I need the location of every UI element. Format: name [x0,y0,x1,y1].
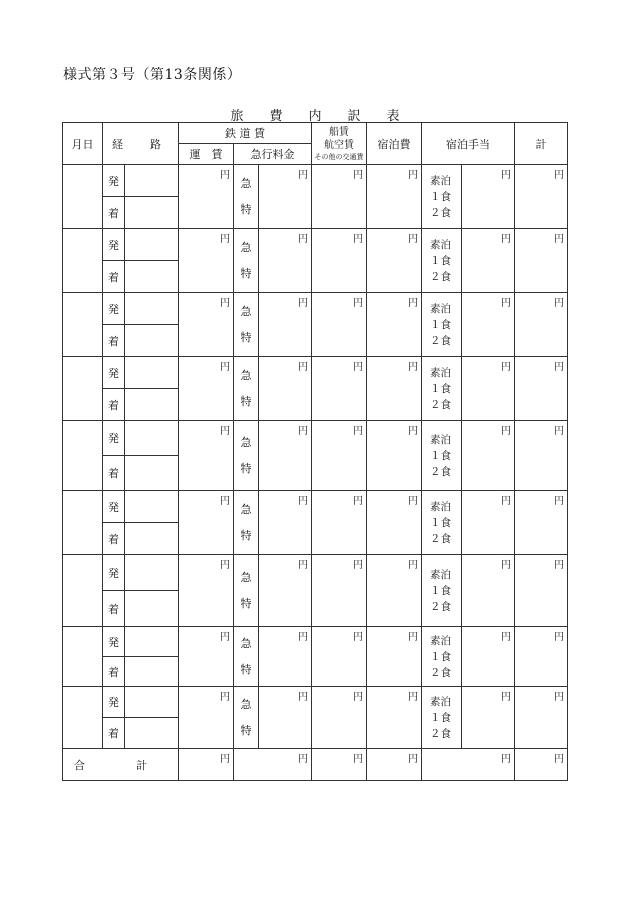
express-type-cell [234,687,259,749]
travel-expense-table [62,122,568,781]
toku-label: 特 [240,662,252,676]
lodging-cell[interactable] [367,357,422,421]
yen-unit: 円 [220,298,230,309]
lodging-allowance-cell[interactable] [462,229,515,293]
yen-unit: 円 [353,754,364,765]
date-cell[interactable] [63,357,103,421]
lodging-allowance-cell[interactable] [462,491,515,555]
date-cell[interactable] [63,165,103,229]
toku-label: 特 [240,528,252,542]
ship-air-cell[interactable] [312,165,367,229]
total-express-cell[interactable] [234,749,312,781]
yen-unit: 円 [220,362,230,373]
yen-unit: 円 [353,426,364,437]
stay-type-cell [422,357,462,421]
yen-unit: 円 [554,362,565,373]
header-lodging-allowance: 宿泊手当 [422,123,515,165]
fare-cell[interactable] [179,491,234,555]
yen-unit: 円 [220,170,230,181]
lodging-allowance-cell[interactable] [462,421,515,491]
depart-label: 発 [103,421,125,456]
entry-row [63,687,568,718]
entry-row [63,491,568,523]
kyu-label: 急 [240,176,252,190]
row-total-cell[interactable] [515,687,568,749]
yen-unit: 円 [554,426,565,437]
ship-air-cell[interactable] [312,687,367,749]
row-total-cell[interactable] [515,229,568,293]
header-lodging: 宿泊費 [367,123,422,165]
yen-unit: 円 [298,298,309,309]
row-total-cell[interactable] [515,555,568,627]
arrive-place-cell[interactable] [125,325,179,357]
express-fee-cell[interactable] [259,687,312,749]
yen-unit: 円 [501,496,512,507]
yen-unit: 円 [220,426,230,437]
depart-label: 発 [103,293,125,325]
row-total-cell[interactable] [515,421,568,491]
header-ship: 船賃 [329,126,350,138]
kyu-label: 急 [240,636,252,650]
entry-row [63,357,568,389]
yen-unit: 円 [501,632,512,643]
yen-unit: 円 [408,496,419,507]
date-cell[interactable] [63,627,103,687]
fare-cell[interactable] [179,293,234,357]
yen-unit: 円 [298,170,309,181]
kyu-label: 急 [240,502,252,516]
two-meals-label: ２食 [430,727,452,740]
arrive-place-cell[interactable] [125,657,179,687]
yen-unit: 円 [501,560,512,571]
stay-type-cell [422,293,462,357]
lodging-cell[interactable] [367,421,422,491]
entry-row [63,555,568,591]
one-meal-label: １食 [430,650,452,663]
two-meals-label: ２食 [430,465,452,478]
stay-type-cell [422,627,462,687]
express-fee-cell[interactable] [259,293,312,357]
entry-row [63,421,568,456]
yen-unit: 円 [554,560,565,571]
yen-unit: 円 [554,170,565,181]
yen-unit: 円 [220,560,230,571]
total-fare-cell[interactable] [179,749,234,781]
stay-type-cell [422,491,462,555]
yen-unit: 円 [353,560,364,571]
yen-unit: 円 [298,560,309,571]
toku-label: 特 [240,202,252,216]
yen-unit: 円 [408,560,419,571]
sudomari-label: 素泊 [430,433,452,446]
row-total-cell[interactable] [515,627,568,687]
date-cell[interactable] [63,293,103,357]
yen-unit: 円 [554,234,565,245]
two-meals-label: ２食 [430,532,452,545]
arrive-place-cell[interactable] [125,523,179,555]
yen-unit: 円 [501,426,512,437]
arrive-label: 着 [103,389,125,421]
yen-unit: 円 [554,496,565,507]
express-type-cell [234,357,259,421]
yen-unit: 円 [298,362,309,373]
depart-place-cell[interactable] [125,555,179,591]
depart-label: 発 [103,165,125,197]
lodging-cell[interactable] [367,491,422,555]
header-route: 経 路 [103,123,179,165]
yen-unit: 円 [353,692,364,703]
yen-unit: 円 [220,754,230,765]
row-total-cell[interactable] [515,293,568,357]
form-number: 様式第３号（第13条関係） [63,67,242,83]
arrive-label: 着 [103,657,125,687]
kyu-label: 急 [240,435,252,449]
fare-cell[interactable] [179,687,234,749]
depart-place-cell[interactable] [125,357,179,389]
entry-row [63,229,568,261]
one-meal-label: １食 [430,711,452,724]
arrive-place-cell[interactable] [125,389,179,421]
date-cell[interactable] [63,229,103,293]
arrive-place-cell[interactable] [125,261,179,293]
yen-unit: 円 [408,234,419,245]
express-type-cell [234,627,259,687]
depart-place-cell[interactable] [125,687,179,718]
date-cell[interactable] [63,555,103,627]
fare-cell[interactable] [179,165,234,229]
arrive-label: 着 [103,718,125,749]
yen-unit: 円 [220,632,230,643]
toku-label: 特 [240,266,252,280]
yen-unit: 円 [353,362,364,373]
yen-unit: 円 [554,632,565,643]
arrive-label: 着 [103,523,125,555]
arrive-label: 着 [103,456,125,491]
lodging-allowance-cell[interactable] [462,293,515,357]
lodging-cell[interactable] [367,293,422,357]
lodging-allowance-cell[interactable] [462,357,515,421]
lodging-cell[interactable] [367,555,422,627]
yen-unit: 円 [298,426,309,437]
toku-label: 特 [240,394,252,408]
yen-unit: 円 [408,692,419,703]
arrive-label: 着 [103,197,125,229]
sudomari-label: 素泊 [430,302,452,315]
express-fee-cell[interactable] [259,627,312,687]
stay-type-cell [422,555,462,627]
yen-unit: 円 [554,754,565,765]
depart-place-cell[interactable] [125,491,179,523]
header-ship-air [312,123,367,165]
sudomari-label: 素泊 [430,500,452,513]
fare-cell[interactable] [179,627,234,687]
depart-label: 発 [103,555,125,591]
yen-unit: 円 [408,754,419,765]
fare-cell[interactable] [179,357,234,421]
depart-label: 発 [103,627,125,657]
two-meals-label: ２食 [430,600,452,613]
header-total: 計 [515,123,568,165]
lodging-cell[interactable] [367,229,422,293]
ship-air-cell[interactable] [312,229,367,293]
stay-type-cell [422,687,462,749]
yen-unit: 円 [220,234,230,245]
header-date: 月日 [63,123,103,165]
yen-unit: 円 [408,362,419,373]
sudomari-label: 素泊 [430,634,452,647]
entry-row [63,165,568,197]
stay-type-cell [422,165,462,229]
total-ship-air-cell[interactable] [312,749,367,781]
express-fee-cell[interactable] [259,555,312,627]
row-total-cell[interactable] [515,357,568,421]
date-cell[interactable] [63,491,103,555]
express-type-cell [234,555,259,627]
yen-unit: 円 [501,362,512,373]
lodging-allowance-cell[interactable] [462,165,515,229]
one-meal-label: １食 [430,190,452,203]
header-other-transport: その他の交通賃 [314,152,364,161]
two-meals-label: ２食 [430,398,452,411]
yen-unit: 円 [220,496,230,507]
ship-air-cell[interactable] [312,357,367,421]
kyu-label: 急 [240,368,252,382]
yen-unit: 円 [298,632,309,643]
two-meals-label: ２食 [430,666,452,679]
ship-air-cell[interactable] [312,491,367,555]
yen-unit: 円 [554,692,565,703]
stay-type-cell [422,421,462,491]
express-type-cell [234,491,259,555]
one-meal-label: １食 [430,318,452,331]
one-meal-label: １食 [430,254,452,267]
yen-unit: 円 [408,426,419,437]
yen-unit: 円 [501,754,512,765]
yen-unit: 円 [353,170,364,181]
fare-cell[interactable] [179,555,234,627]
express-type-cell [234,421,259,491]
two-meals-label: ２食 [430,206,452,219]
depart-place-cell[interactable] [125,293,179,325]
ship-air-cell[interactable] [312,421,367,491]
depart-place-cell[interactable] [125,165,179,197]
header-fare: 運 賃 [179,144,234,165]
sudomari-label: 素泊 [430,174,452,187]
express-fee-cell[interactable] [259,491,312,555]
express-type-cell [234,293,259,357]
yen-unit: 円 [554,298,565,309]
yen-unit: 円 [353,632,364,643]
depart-place-cell[interactable] [125,627,179,657]
header-railway: 鉄 道 賃 [179,123,312,144]
ship-air-cell[interactable] [312,293,367,357]
sudomari-label: 素泊 [430,366,452,379]
row-total-cell[interactable] [515,491,568,555]
date-cell[interactable] [63,421,103,491]
lodging-allowance-cell[interactable] [462,687,515,749]
lodging-cell[interactable] [367,687,422,749]
arrive-label: 着 [103,325,125,357]
express-fee-cell[interactable] [259,421,312,491]
ship-air-cell[interactable] [312,627,367,687]
depart-place-cell[interactable] [125,421,179,456]
grand-total-label: 合 計 [63,749,179,781]
arrive-place-cell[interactable] [125,591,179,627]
date-cell[interactable] [63,687,103,749]
one-meal-label: １食 [430,449,452,462]
toku-label: 特 [240,723,252,737]
yen-unit: 円 [408,170,419,181]
lodging-cell[interactable] [367,165,422,229]
depart-label: 発 [103,687,125,718]
header-express: 急行料金 [234,144,312,165]
fare-cell[interactable] [179,229,234,293]
yen-unit: 円 [298,754,309,765]
yen-unit: 円 [501,692,512,703]
arrive-place-cell[interactable] [125,456,179,491]
yen-unit: 円 [298,496,309,507]
entry-row [63,293,568,325]
arrive-place-cell[interactable] [125,197,179,229]
express-fee-cell[interactable] [259,165,312,229]
yen-unit: 円 [501,234,512,245]
two-meals-label: ２食 [430,270,452,283]
one-meal-label: １食 [430,584,452,597]
one-meal-label: １食 [430,516,452,529]
yen-unit: 円 [408,632,419,643]
fare-cell[interactable] [179,421,234,491]
yen-unit: 円 [501,170,512,181]
sudomari-label: 素泊 [430,695,452,708]
kyu-label: 急 [240,570,252,584]
kyu-label: 急 [240,697,252,711]
lodging-cell[interactable] [367,627,422,687]
yen-unit: 円 [353,234,364,245]
sudomari-label: 素泊 [430,568,452,581]
one-meal-label: １食 [430,382,452,395]
toku-label: 特 [240,596,252,610]
arrive-place-cell[interactable] [125,718,179,749]
lodging-allowance-cell[interactable] [462,627,515,687]
express-fee-cell[interactable] [259,229,312,293]
total-lodging-allowance-cell[interactable] [422,749,515,781]
stay-type-cell [422,229,462,293]
total-lodging-cell[interactable] [367,749,422,781]
kyu-label: 急 [240,304,252,318]
yen-unit: 円 [408,298,419,309]
toku-label: 特 [240,461,252,475]
express-type-cell [234,165,259,229]
yen-unit: 円 [353,298,364,309]
entry-row [63,627,568,657]
arrive-label: 着 [103,261,125,293]
depart-place-cell[interactable] [125,229,179,261]
ship-air-cell[interactable] [312,555,367,627]
document-title: 旅 費 内 訳 表 [230,109,400,124]
depart-label: 発 [103,357,125,389]
sudomari-label: 素泊 [430,238,452,251]
yen-unit: 円 [353,496,364,507]
grand-total-row [63,749,568,781]
toku-label: 特 [240,330,252,344]
express-type-cell [234,229,259,293]
yen-unit: 円 [298,692,309,703]
arrive-label: 着 [103,591,125,627]
express-fee-cell[interactable] [259,357,312,421]
yen-unit: 円 [220,692,230,703]
yen-unit: 円 [501,298,512,309]
yen-unit: 円 [298,234,309,245]
row-total-cell[interactable] [515,165,568,229]
lodging-allowance-cell[interactable] [462,555,515,627]
grand-total-cell[interactable] [515,749,568,781]
depart-label: 発 [103,229,125,261]
depart-label: 発 [103,491,125,523]
two-meals-label: ２食 [430,334,452,347]
kyu-label: 急 [240,240,252,254]
header-air: 航空賃 [324,139,355,151]
